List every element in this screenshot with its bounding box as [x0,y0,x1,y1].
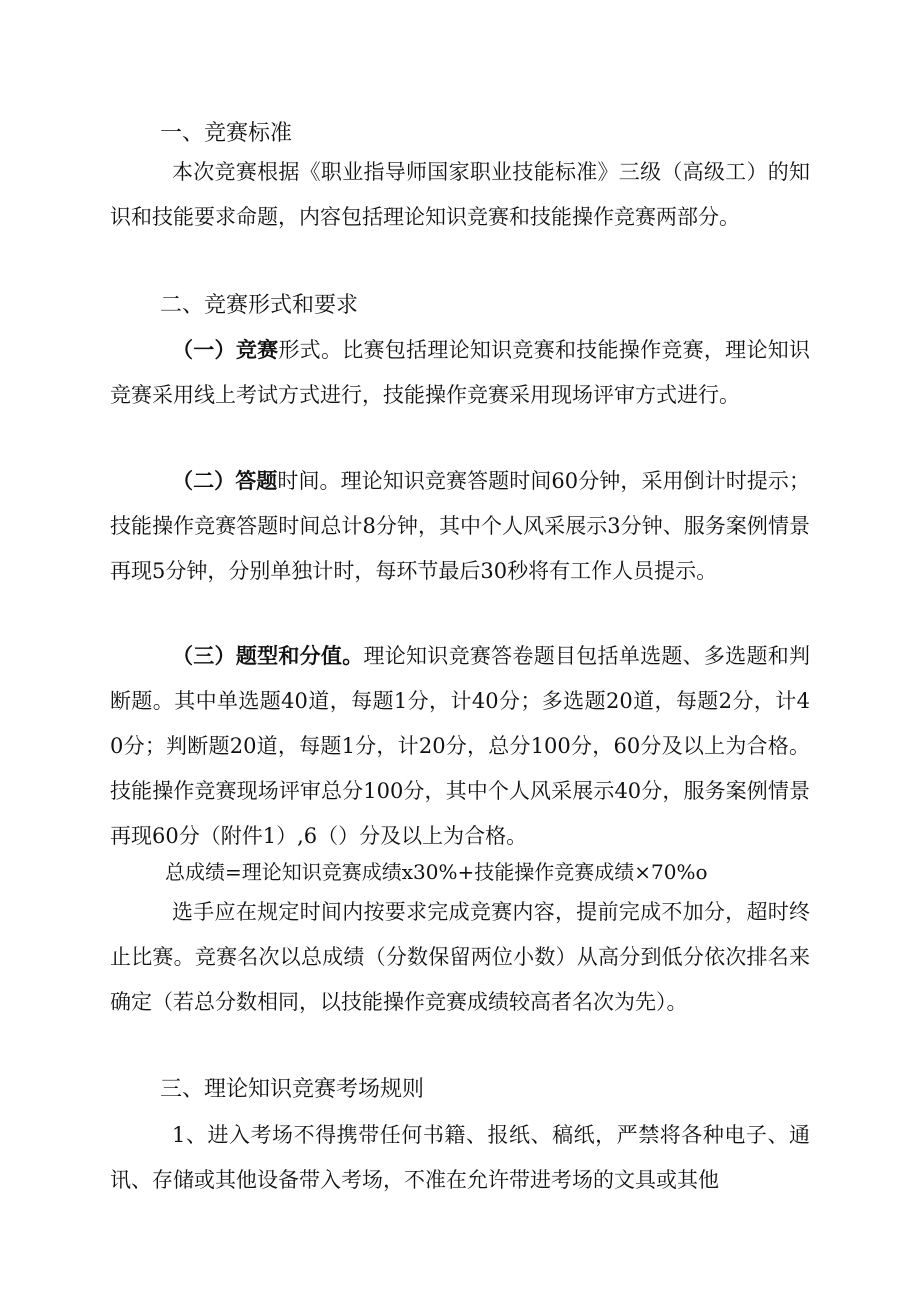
section-heading-competition-format: 二、竞赛形式和要求 [160,293,359,318]
item-lead-question-types: （三）题型和分值。 [172,644,364,668]
item-text-answer-time: 时间。理论知识竞赛答题时间60分钟，采用倒计时提示；技能操作竞赛答题时间总计8分钟，其中个人风采展示3分钟、服务案例情景再现5分钟，分别单独计时，每环节最后30秒将有工作人员提示。 [110,469,810,583]
total-score-formula: 总成绩=理论知识竞赛成绩x30%+技能操作竞赛成绩×70%o [165,860,708,884]
item-text-competition-form: 形式。比赛包括理论知识竞赛和技能操作竞赛，理论知识竞赛采用线上考试方式进行，技能操作竞赛采用现场评审方式进行。 [110,338,811,407]
paragraph-exam-room-rule-1: 1、进入考场不得携带任何书籍、报纸、稿纸，严禁将各种电子、通讯、存储或其他设备带入考场，不准在允许带进考场的文具或其他 [110,1123,810,1192]
section-heading-exam-room-rules: 三、理论知识竞赛考场规则 [160,1077,425,1102]
item-lead-answer-time: （二）答题 [172,469,278,493]
item-text-question-types: 理论知识竞赛答卷题目包括单选题、多选题和判断题。其中单选题40道，每题1分，计40分；多选题20道，每题2分，计40分；判断题20道，每题1分，计20分，总分100分，60分及以上为合格。技能操作竞赛现场评审总分100分，其中个人风采展示40分，服务案例情景再现60分（附件1）,6（）分及以上为合格。 [110,644,810,848]
section-heading-competition-standard: 一、竞赛标准 [160,121,293,146]
paragraph-competition-form [110,328,810,418]
paragraph-question-types [110,634,810,859]
paragraph-competition-standard: 本次竞赛根据《职业指导师国家职业技能标准》三级（高级工）的知识和技能要求命题，内容包括理论知识竞赛和技能操作竞赛两部分。 [110,160,810,229]
item-lead-competition-form: （一）竞赛 [172,338,279,362]
paragraph-answer-time [110,459,810,594]
paragraph-ranking-rule: 选手应在规定时间内按要求完成竞赛内容，提前完成不加分，超时终止比赛。竞赛名次以总成绩（分数保留两位小数）从高分到低分依次排名来确定（若总分数相同，以技能操作竞赛成绩较高者名次为先）。 [110,900,810,1014]
